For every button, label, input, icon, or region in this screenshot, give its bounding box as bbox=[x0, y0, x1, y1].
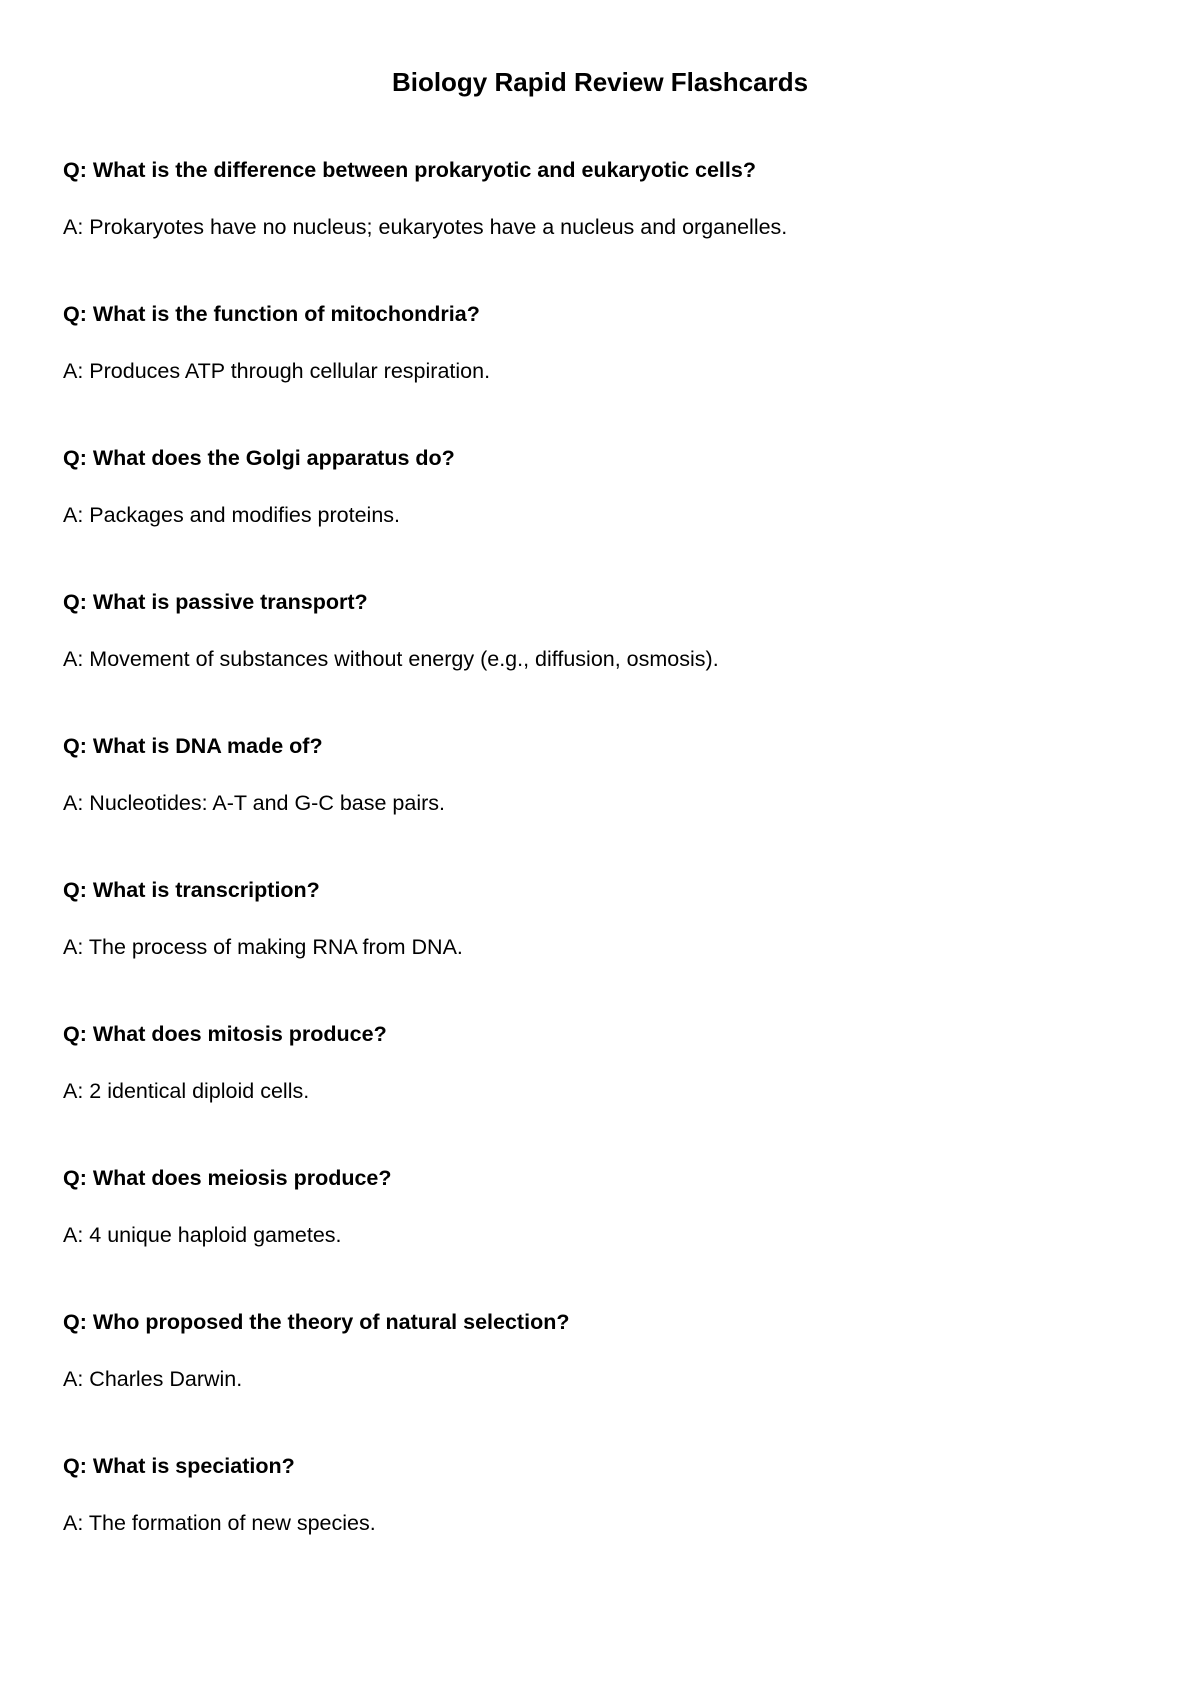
flashcard-question: Q: What does meiosis produce? bbox=[63, 1166, 392, 1190]
flashcard bbox=[63, 156, 1143, 300]
flashcard-answer: A: 4 unique haploid gametes. bbox=[63, 1223, 342, 1247]
flashcard-question: Q: What is the difference between prokaryotic and eukaryotic cells? bbox=[63, 158, 756, 182]
flashcard bbox=[63, 1020, 1143, 1164]
flashcard-answer: A: The formation of new species. bbox=[63, 1511, 376, 1535]
flashcard-question: Q: What does mitosis produce? bbox=[63, 1022, 387, 1046]
flashcard-answer: A: 2 identical diploid cells. bbox=[63, 1079, 310, 1103]
flashcard-question: Q: What is DNA made of? bbox=[63, 734, 323, 758]
flashcard-answer: A: Movement of substances without energy (e.g., diffusion, osmosis). bbox=[63, 647, 719, 671]
document-title: Biology Rapid Review Flashcards bbox=[391, 67, 809, 97]
flashcard bbox=[63, 588, 1143, 732]
flashcard bbox=[63, 300, 1143, 444]
flashcard-question: Q: What is the function of mitochondria? bbox=[63, 302, 480, 326]
flashcard bbox=[63, 1452, 1143, 1596]
flashcard-question: Q: What does the Golgi apparatus do? bbox=[63, 446, 455, 470]
flashcard-answer: A: Produces ATP through cellular respiration. bbox=[63, 359, 491, 383]
flashcard-answer: A: Nucleotides: A-T and G-C base pairs. bbox=[63, 791, 446, 815]
flashcard-answer: A: Charles Darwin. bbox=[63, 1367, 243, 1391]
flashcard-list bbox=[63, 156, 1143, 1596]
flashcard-answer: A: Packages and modifies proteins. bbox=[63, 503, 401, 527]
flashcard bbox=[63, 1308, 1143, 1452]
flashcard-question: Q: Who proposed the theory of natural selection? bbox=[63, 1310, 570, 1334]
flashcard-question: Q: What is passive transport? bbox=[63, 590, 368, 614]
flashcard-question: Q: What is transcription? bbox=[63, 878, 320, 902]
flashcard-answer: A: The process of making RNA from DNA. bbox=[63, 935, 463, 959]
flashcard bbox=[63, 876, 1143, 1020]
flashcard-answer: A: Prokaryotes have no nucleus; eukaryotes have a nucleus and organelles. bbox=[63, 215, 788, 239]
flashcard bbox=[63, 444, 1143, 588]
flashcard bbox=[63, 1164, 1143, 1308]
flashcard-question: Q: What is speciation? bbox=[63, 1454, 295, 1478]
flashcard bbox=[63, 732, 1143, 876]
